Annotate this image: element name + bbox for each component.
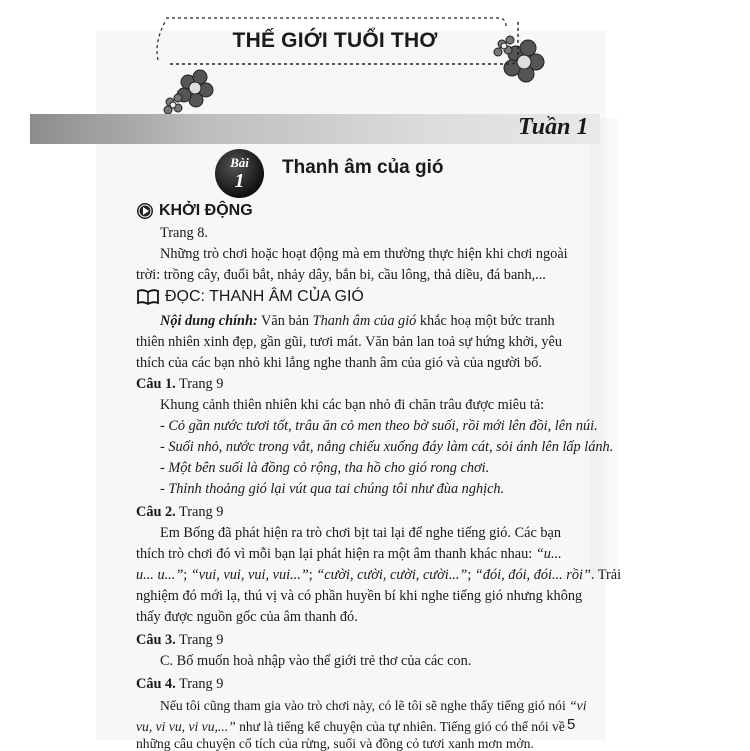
paragraph-line: những câu chuyện cổ tích của rừng, suối và đồng cỏ tươi xanh mơn mởn. — [136, 736, 534, 751]
text-italic: “đói, đói, đói... rồi” — [474, 567, 591, 583]
text-italic: “cười, cười, cười, cười...” — [316, 567, 468, 583]
question-label: Câu 2. — [136, 504, 176, 520]
week-band — [30, 114, 600, 144]
unit-title: THẾ GIỚI TUỔI THƠ — [232, 29, 438, 52]
main-content-label: Nội dung chính: — [160, 313, 258, 329]
text-span: như là tiếng kể chuyện của tự nhiên. Tiếng gió có thể nói về — [235, 719, 565, 734]
section-doc — [136, 288, 364, 306]
question-label: Câu 1. — [136, 376, 176, 392]
text-span: ; — [308, 567, 317, 583]
lesson-badge-word: Bài — [230, 155, 249, 170]
text-title-italic: Thanh âm của gió — [312, 313, 417, 329]
text-italic: vu, vi vu, vi vu,...” — [136, 719, 236, 734]
facing-page-bleed — [590, 118, 618, 578]
bullet-line: - Thỉnh thoảng gió lại vút qua tai chúng tôi như đùa nghịch. — [160, 481, 505, 497]
question-ref: Trang 9 — [175, 504, 224, 520]
flower-icon — [160, 64, 240, 114]
text-span: ; — [467, 567, 475, 583]
bullet-line: - Suối nhỏ, nước trong vắt, nắng chiếu xuống đáy làm cát, sỏi ánh lên lấp lánh. — [160, 439, 614, 455]
section-heading: ĐỌC: THANH ÂM CỦA GIÓ — [165, 288, 364, 305]
text-italic: “u... — [535, 546, 562, 562]
question-heading — [136, 630, 223, 651]
text-italic: “vui, vui, vui, vui...” — [190, 567, 309, 583]
text-span: Văn bản — [257, 313, 313, 329]
text-italic: “vi — [569, 698, 587, 713]
bullet-line: - Cỏ gần nước tươi tốt, trâu ăn cỏ men theo bờ suối, rồi mới lên đồi, lên núi. — [160, 418, 598, 434]
unit-title-banner — [150, 12, 520, 70]
paragraph-line: nghiệm đó mới lạ, thú vị và có phần huyền bí khi nghe tiếng gió nhưng không — [136, 588, 583, 604]
question-ref: Trang 9 — [175, 376, 224, 392]
question-ref: Trang 9 — [175, 676, 224, 692]
paragraph-line — [136, 565, 621, 586]
text-span: Nếu tôi cũng tham gia vào trò chơi này, có lẽ tôi sẽ nghe thấy tiếng gió nói — [160, 698, 570, 713]
paragraph-line — [136, 716, 565, 737]
play-circle-icon — [136, 202, 154, 220]
paragraph-line: trời: trồng cây, đuổi bắt, nhảy dây, bắn bi, cầu lông, thả diều, đá banh,... — [136, 267, 546, 283]
text-italic: u... u...” — [136, 567, 184, 583]
paragraph-line: Khung cảnh thiên nhiên khi các bạn nhỏ đi chăn trâu được miêu tả: — [160, 397, 545, 413]
text-span: ; — [183, 567, 191, 583]
page-reference: Trang 8. — [160, 225, 208, 241]
question-ref: Trang 9 — [175, 632, 224, 648]
paragraph-line: Những trò chơi hoặc hoạt động mà em thường thực hiện khi chơi ngoài — [160, 246, 568, 262]
paragraph-line: thiên nhiên xinh đẹp, gần gũi, tươi mát. Văn bản lan toả sự hứng khởi, yêu — [136, 334, 563, 350]
question-heading — [136, 674, 223, 695]
question-label: Câu 4. — [136, 676, 176, 692]
week-label: Tuần 1 — [518, 114, 589, 140]
paragraph-line: Em Bống đã phát hiện ra trò chơi bịt tai lại để nghe tiếng gió. Các bạn — [160, 525, 562, 541]
section-heading: KHỞI ĐỘNG — [159, 202, 253, 219]
paragraph-line — [160, 695, 587, 716]
answer-line: C. Bố muốn hoà nhập vào thế giới trẻ thơ của các con. — [160, 653, 472, 669]
text-span: thích trò chơi đó vì mỗi bạn lại phát hiện ra một âm thanh khác nhau: — [136, 546, 536, 562]
question-heading — [136, 502, 223, 523]
section-khoi-dong — [136, 202, 253, 220]
paragraph-line — [160, 311, 555, 332]
lesson-title: Thanh âm của gió — [282, 157, 444, 178]
question-heading — [136, 374, 223, 395]
paragraph-line: thích của các bạn nhỏ khi lắng nghe thanh âm của gió và của người bố. — [136, 355, 542, 371]
open-book-icon — [136, 288, 160, 306]
text-span: . Trải — [590, 567, 622, 583]
lesson-badge-number: 1 — [234, 170, 245, 192]
page-number: 5 — [567, 716, 576, 733]
paragraph-line: thấy được nguồn gốc của âm thanh đó. — [136, 609, 358, 625]
bullet-line: - Một bên suối là đồng cỏ rộng, tha hồ cho gió rong chơi. — [160, 460, 490, 476]
paragraph-line — [136, 544, 562, 565]
text-span: khắc hoạ một bức tranh — [416, 313, 555, 329]
question-label: Câu 3. — [136, 632, 176, 648]
lesson-badge — [215, 149, 264, 198]
